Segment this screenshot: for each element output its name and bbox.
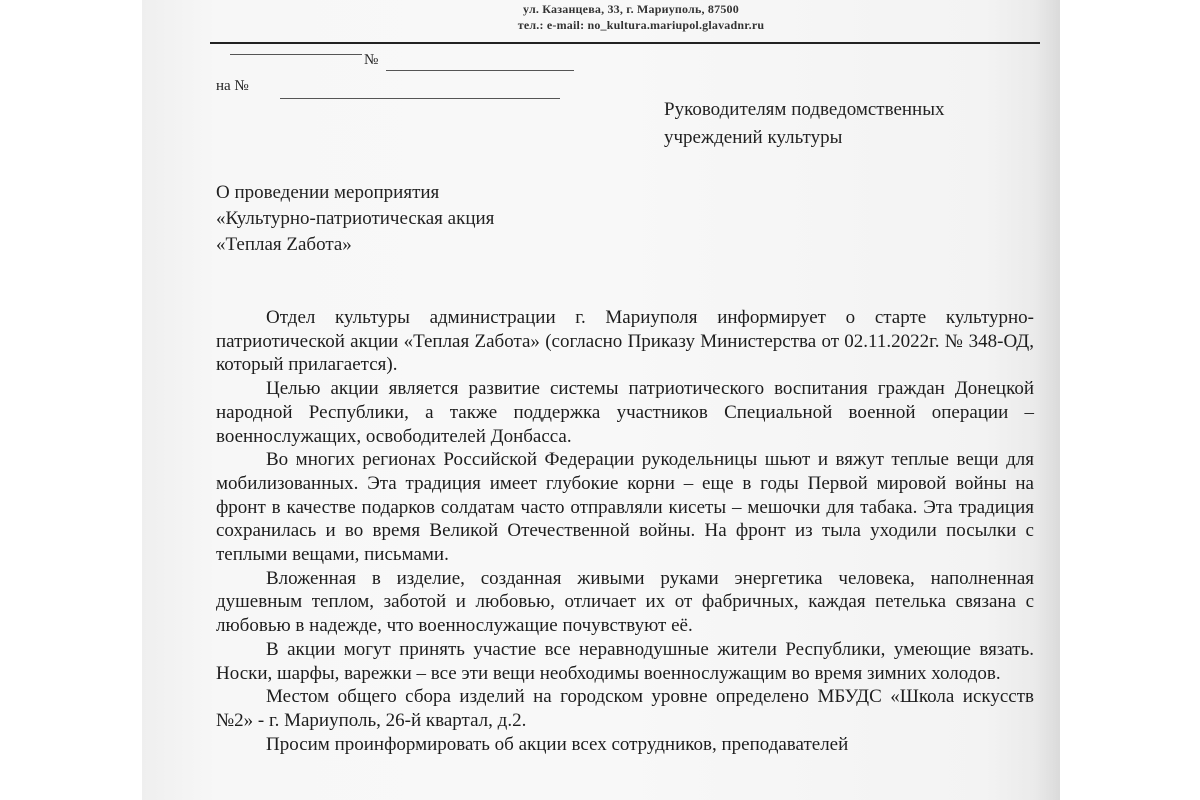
subject-line: «Культурно-патриотическая акция [216, 208, 495, 229]
addressee-line: Руководителям подведомственных [664, 99, 945, 120]
body-paragraph: Просим проинформировать об акции всех сотрудников, преподавателей [266, 733, 849, 755]
subject-line: О проведении мероприятия [216, 182, 440, 203]
letterhead-divider [210, 42, 1040, 44]
outgoing-number-sign: № [364, 52, 379, 68]
addressee-block [664, 96, 944, 152]
outgoing-number-line [386, 70, 574, 71]
reply-number-label: на № [216, 78, 249, 94]
body-paragraph: Целью акции является развитие системы патриотического воспитания граждан Донецкой народной Республики, а также поддержка участников Специальной военной операции – военнослужащих, освободителей Донбасса. [216, 378, 1034, 447]
outgoing-date-line [230, 54, 362, 55]
body-paragraph: Местом общего сбора изделий на городском уровне определено МБУДС «Школа искусств №2» - г. Мариуполь, 26-й квартал, д.2. [216, 686, 1034, 731]
body-paragraph: В акции могут принять участие все неравнодушные жители Республики, умеющие вязать. Носки, шарфы, варежки – все эти вещи необходимы военнослужащим во время зимних холодов. [216, 638, 1034, 684]
letterhead-address: ул. Казанцева, 33, г. Мариуполь, 87500 [523, 2, 739, 16]
body-paragraph: Вложенная в изделие, созданная живыми руками энергетика человека, наполненная душевным теплом, заботой и любовью, отличает их от фабричных, каждая петелька связана с любовью в надежде, что военнослужащие почувствуют её. [216, 567, 1034, 637]
letterhead-contacts: тел.: e-mail: no_kultura.mariupol.glavadnr.ru [517, 18, 765, 32]
document-page [142, 0, 1060, 800]
reply-number-line [280, 98, 560, 99]
subject-line: «Теплая Zабота» [216, 234, 352, 255]
addressee-line: учреждений культуры [664, 127, 843, 148]
body-paragraph: Отдел культуры администрации г. Мариуполя информирует о старте культурно-патриотической акции «Теплая Zабота» (согласно Приказу Министерства от 02.11.2022г. № 348-ОД, который прилагается). [216, 307, 1034, 376]
subject-block [216, 180, 494, 258]
body-paragraph: Во многих регионах Российской Федерации рукодельницы шьют и вяжут теплые вещи для мобилизованных. Эта традиция имеет глубокие корни – еще в годы Первой мировой войны на фронт в качестве подарков солдатам часто отправляли кисеты – мешочки для табака. Эта традиция сохранилась и во время Великой Отечественной войны. На фронт из тыла уходили посылки с теплыми вещами, письмами. [216, 449, 1034, 566]
letter-body [216, 306, 1034, 756]
